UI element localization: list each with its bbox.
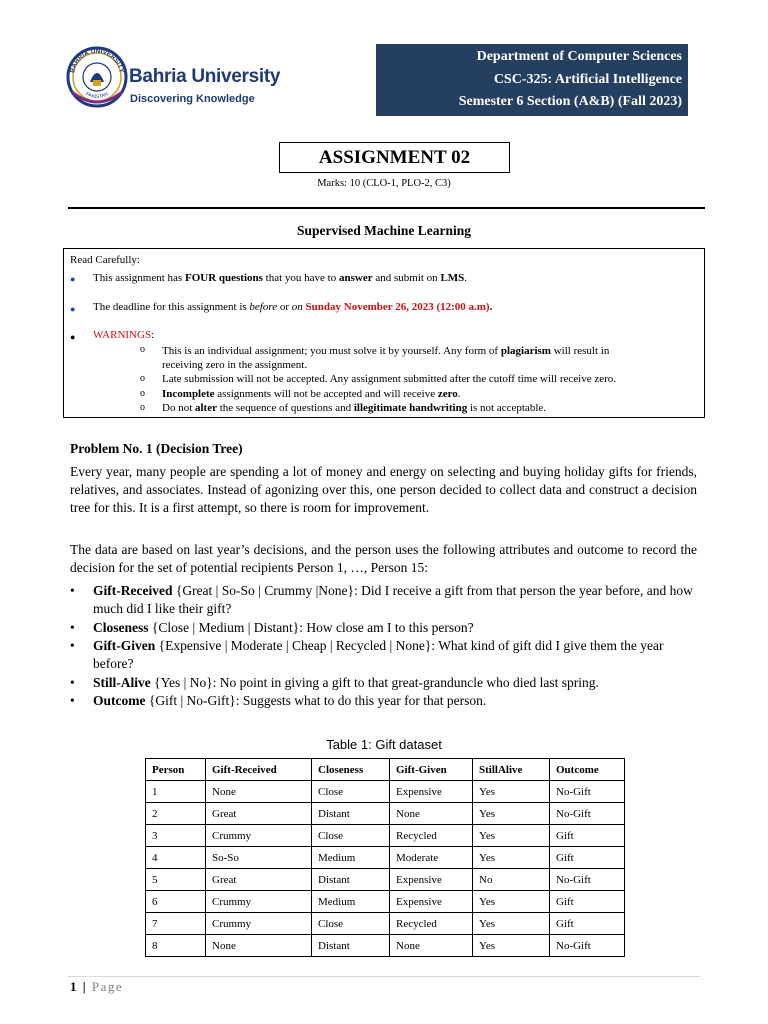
- text: the sequence of questions and: [216, 402, 354, 414]
- text: plagiarism: [500, 345, 551, 357]
- logo-ring-text: BAHRIA UNIVERSITY: [69, 47, 125, 74]
- table-cell: So-So: [206, 847, 312, 869]
- text: before: [249, 301, 278, 313]
- table-row: [146, 825, 625, 847]
- semester-info: Semester 6 Section (A&B) (Fall 2023): [458, 94, 682, 109]
- text: LMS: [440, 272, 465, 284]
- table-cell: Crummy: [206, 891, 312, 913]
- table-cell: No-Gift: [550, 803, 625, 825]
- attribute-desc: {Close | Medium | Distant}: How close am I to this person?: [148, 620, 474, 635]
- table-cell: Recycled: [390, 825, 473, 847]
- warning-plagiarism: [162, 345, 609, 357]
- department-header-box: [376, 44, 688, 116]
- text: :: [151, 329, 155, 341]
- text: is not acceptable.: [467, 402, 547, 414]
- sub-bullet-icon: o: [140, 344, 145, 355]
- bullet-icon: •: [70, 638, 75, 653]
- attribute-name: Still-Alive: [93, 675, 151, 690]
- table-row: [146, 913, 625, 935]
- table-cell: None: [390, 803, 473, 825]
- warnings-label: [93, 329, 154, 341]
- bullet-icon: •: [70, 583, 75, 598]
- column-header: Gift-Given: [390, 759, 473, 781]
- table-cell: Distant: [312, 803, 390, 825]
- table-cell: 7: [146, 913, 206, 935]
- text: .: [464, 272, 468, 284]
- footer-separator: |: [82, 979, 88, 994]
- table-cell: Medium: [312, 891, 390, 913]
- text: .: [489, 301, 493, 313]
- logo-tagline: Discovering Knowledge: [130, 93, 255, 105]
- text: Incomplete: [162, 388, 215, 400]
- table-row: [146, 891, 625, 913]
- instruction-questions: [93, 272, 467, 284]
- page-word: Page: [91, 979, 124, 994]
- table-row: [146, 869, 625, 891]
- table-cell: Yes: [473, 891, 550, 913]
- table-cell: Great: [206, 803, 312, 825]
- text: zero: [437, 388, 458, 400]
- attribute-desc: {Great | So-So | Crummy |None}: Did I receive a gift from that person the year before, and how much did I like their gift?: [93, 583, 693, 616]
- table-cell: Recycled: [390, 913, 473, 935]
- table-cell: 1: [146, 781, 206, 803]
- sub-bullet-icon: o: [140, 373, 145, 384]
- table-caption: Table 1: Gift dataset: [326, 737, 442, 752]
- table-row: [146, 781, 625, 803]
- column-header: Gift-Received: [206, 759, 312, 781]
- table-cell: 2: [146, 803, 206, 825]
- table-cell: 6: [146, 891, 206, 913]
- attribute-name: Outcome: [93, 693, 146, 708]
- table-cell: Yes: [473, 825, 550, 847]
- table-cell: Yes: [473, 935, 550, 957]
- text: Do not: [162, 402, 195, 414]
- table-cell: None: [206, 781, 312, 803]
- text: or: [277, 301, 292, 313]
- instructions-heading: Read Carefully:: [70, 254, 140, 266]
- text: This assignment has: [93, 272, 185, 284]
- department-name: Department of Computer Sciences: [476, 49, 682, 64]
- bullet-icon: ●: [70, 332, 76, 342]
- table-cell: No-Gift: [550, 781, 625, 803]
- logo-title: Bahria University: [129, 66, 281, 87]
- instruction-deadline: [93, 301, 492, 313]
- text: and submit on: [372, 272, 441, 284]
- text: that you have to: [262, 272, 339, 284]
- table-cell: 5: [146, 869, 206, 891]
- course-name: CSC-325: Artificial Intelligence: [493, 71, 682, 87]
- text: FOUR questions: [184, 272, 263, 284]
- attribute-name: Gift-Received: [93, 583, 173, 598]
- warning-incomplete: [162, 388, 461, 400]
- table-row: [146, 847, 625, 869]
- table-cell: Yes: [473, 781, 550, 803]
- table-cell: None: [206, 935, 312, 957]
- page-number: 1: [70, 979, 78, 994]
- sub-bullet-icon: o: [140, 402, 145, 413]
- problem-paragraph-2: The data are based on last year’s decisions, and the person uses the following attributes and outcome to record the decision for the set of potential recipients Person 1, …, Person 15:: [70, 542, 697, 575]
- footer-divider: [68, 976, 700, 977]
- table-cell: No-Gift: [550, 869, 625, 891]
- table-cell: Yes: [473, 913, 550, 935]
- bullet-icon: ●: [70, 274, 76, 284]
- table-cell: Crummy: [206, 913, 312, 935]
- column-header: Outcome: [550, 759, 625, 781]
- table-row: [146, 803, 625, 825]
- page-footer: [70, 979, 123, 995]
- bullet-icon: •: [70, 620, 75, 635]
- table-cell: Yes: [473, 803, 550, 825]
- table-cell: Crummy: [206, 825, 312, 847]
- text: illegitimate handwriting: [353, 402, 468, 414]
- table-cell: 3: [146, 825, 206, 847]
- warning-alter: [162, 402, 546, 414]
- table-cell: Expensive: [390, 869, 473, 891]
- table-cell: 8: [146, 935, 206, 957]
- text: will result in: [550, 345, 610, 357]
- warning-late: Late submission will not be accepted. Any assignment submitted after the cutoff time will receive zero.: [162, 373, 617, 385]
- gift-dataset-table: [145, 758, 625, 957]
- text: The deadline for this assignment is: [93, 301, 250, 313]
- logo-ring-bottom-text: PAKISTAN: [84, 91, 110, 101]
- text: .: [457, 388, 461, 400]
- table-cell: Expensive: [390, 891, 473, 913]
- university-crest-icon: [66, 42, 128, 114]
- table-cell: Expensive: [390, 781, 473, 803]
- text: assignments will not be accepted and will receive: [214, 388, 438, 400]
- marks-info: Marks: 10 (CLO-1, PLO-2, C3): [317, 178, 451, 189]
- table-cell: Gift: [550, 825, 625, 847]
- table-cell: Medium: [312, 847, 390, 869]
- university-logo: [66, 42, 281, 116]
- bullet-icon: •: [70, 675, 75, 690]
- attribute-desc: {Expensive | Moderate | Cheap | Recycled | None}: What kind of gift did I give them the year before?: [93, 638, 664, 671]
- table-cell: No-Gift: [550, 935, 625, 957]
- table-cell: Close: [312, 781, 390, 803]
- instructions-box: [63, 248, 705, 418]
- table-cell: Yes: [473, 847, 550, 869]
- attribute-desc: {Yes | No}: No point in giving a gift to that great-granduncle who died last spring.: [150, 675, 599, 690]
- problem-paragraph-1: Every year, many people are spending a lot of money and energy on selecting and buying holiday gifts for friends, relatives, and associates. Instead of agonizing over this, one person decided to collect data and construct a decision tree for this. It is a first attempt, so there is room for improvement.: [70, 464, 697, 515]
- text: answer: [338, 272, 373, 284]
- warning-plagiarism-cont: receiving zero in the assignment.: [162, 359, 308, 371]
- table-cell: Gift: [550, 847, 625, 869]
- divider: [68, 207, 705, 209]
- bullet-icon: ●: [70, 304, 76, 314]
- column-header: StillAlive: [473, 759, 550, 781]
- bullet-icon: •: [70, 693, 75, 708]
- table-cell: Moderate: [390, 847, 473, 869]
- problem-title: Problem No. 1 (Decision Tree): [70, 441, 243, 456]
- column-header: Closeness: [312, 759, 390, 781]
- attribute-name: Closeness: [93, 620, 149, 635]
- table-cell: Distant: [312, 869, 390, 891]
- assignment-subtitle: Supervised Machine Learning: [296, 223, 471, 238]
- table-cell: Close: [312, 825, 390, 847]
- assignment-title: ASSIGNMENT 02: [279, 142, 510, 173]
- table-header-row: [146, 759, 625, 781]
- text: This is an individual assignment; you must solve it by yourself. Any form of: [162, 345, 501, 357]
- table-row: [146, 935, 625, 957]
- table-cell: Close: [312, 913, 390, 935]
- table-cell: Gift: [550, 891, 625, 913]
- table-cell: Gift: [550, 913, 625, 935]
- deadline-date: Sunday November 26, 2023 (12:00 a.m): [305, 301, 490, 313]
- table-body: [146, 781, 625, 957]
- table-cell: No: [473, 869, 550, 891]
- table-cell: Great: [206, 869, 312, 891]
- text: on: [291, 301, 303, 313]
- table-cell: 4: [146, 847, 206, 869]
- attribute-name: Gift-Given: [93, 638, 156, 653]
- text: WARNINGS: [93, 329, 152, 341]
- table-cell: None: [390, 935, 473, 957]
- sub-bullet-icon: o: [140, 388, 145, 399]
- column-header: Person: [146, 759, 206, 781]
- text: alter: [195, 402, 217, 414]
- attribute-desc: {Gift | No-Gift}: Suggests what to do this year for that person.: [145, 693, 487, 708]
- table-cell: Distant: [312, 935, 390, 957]
